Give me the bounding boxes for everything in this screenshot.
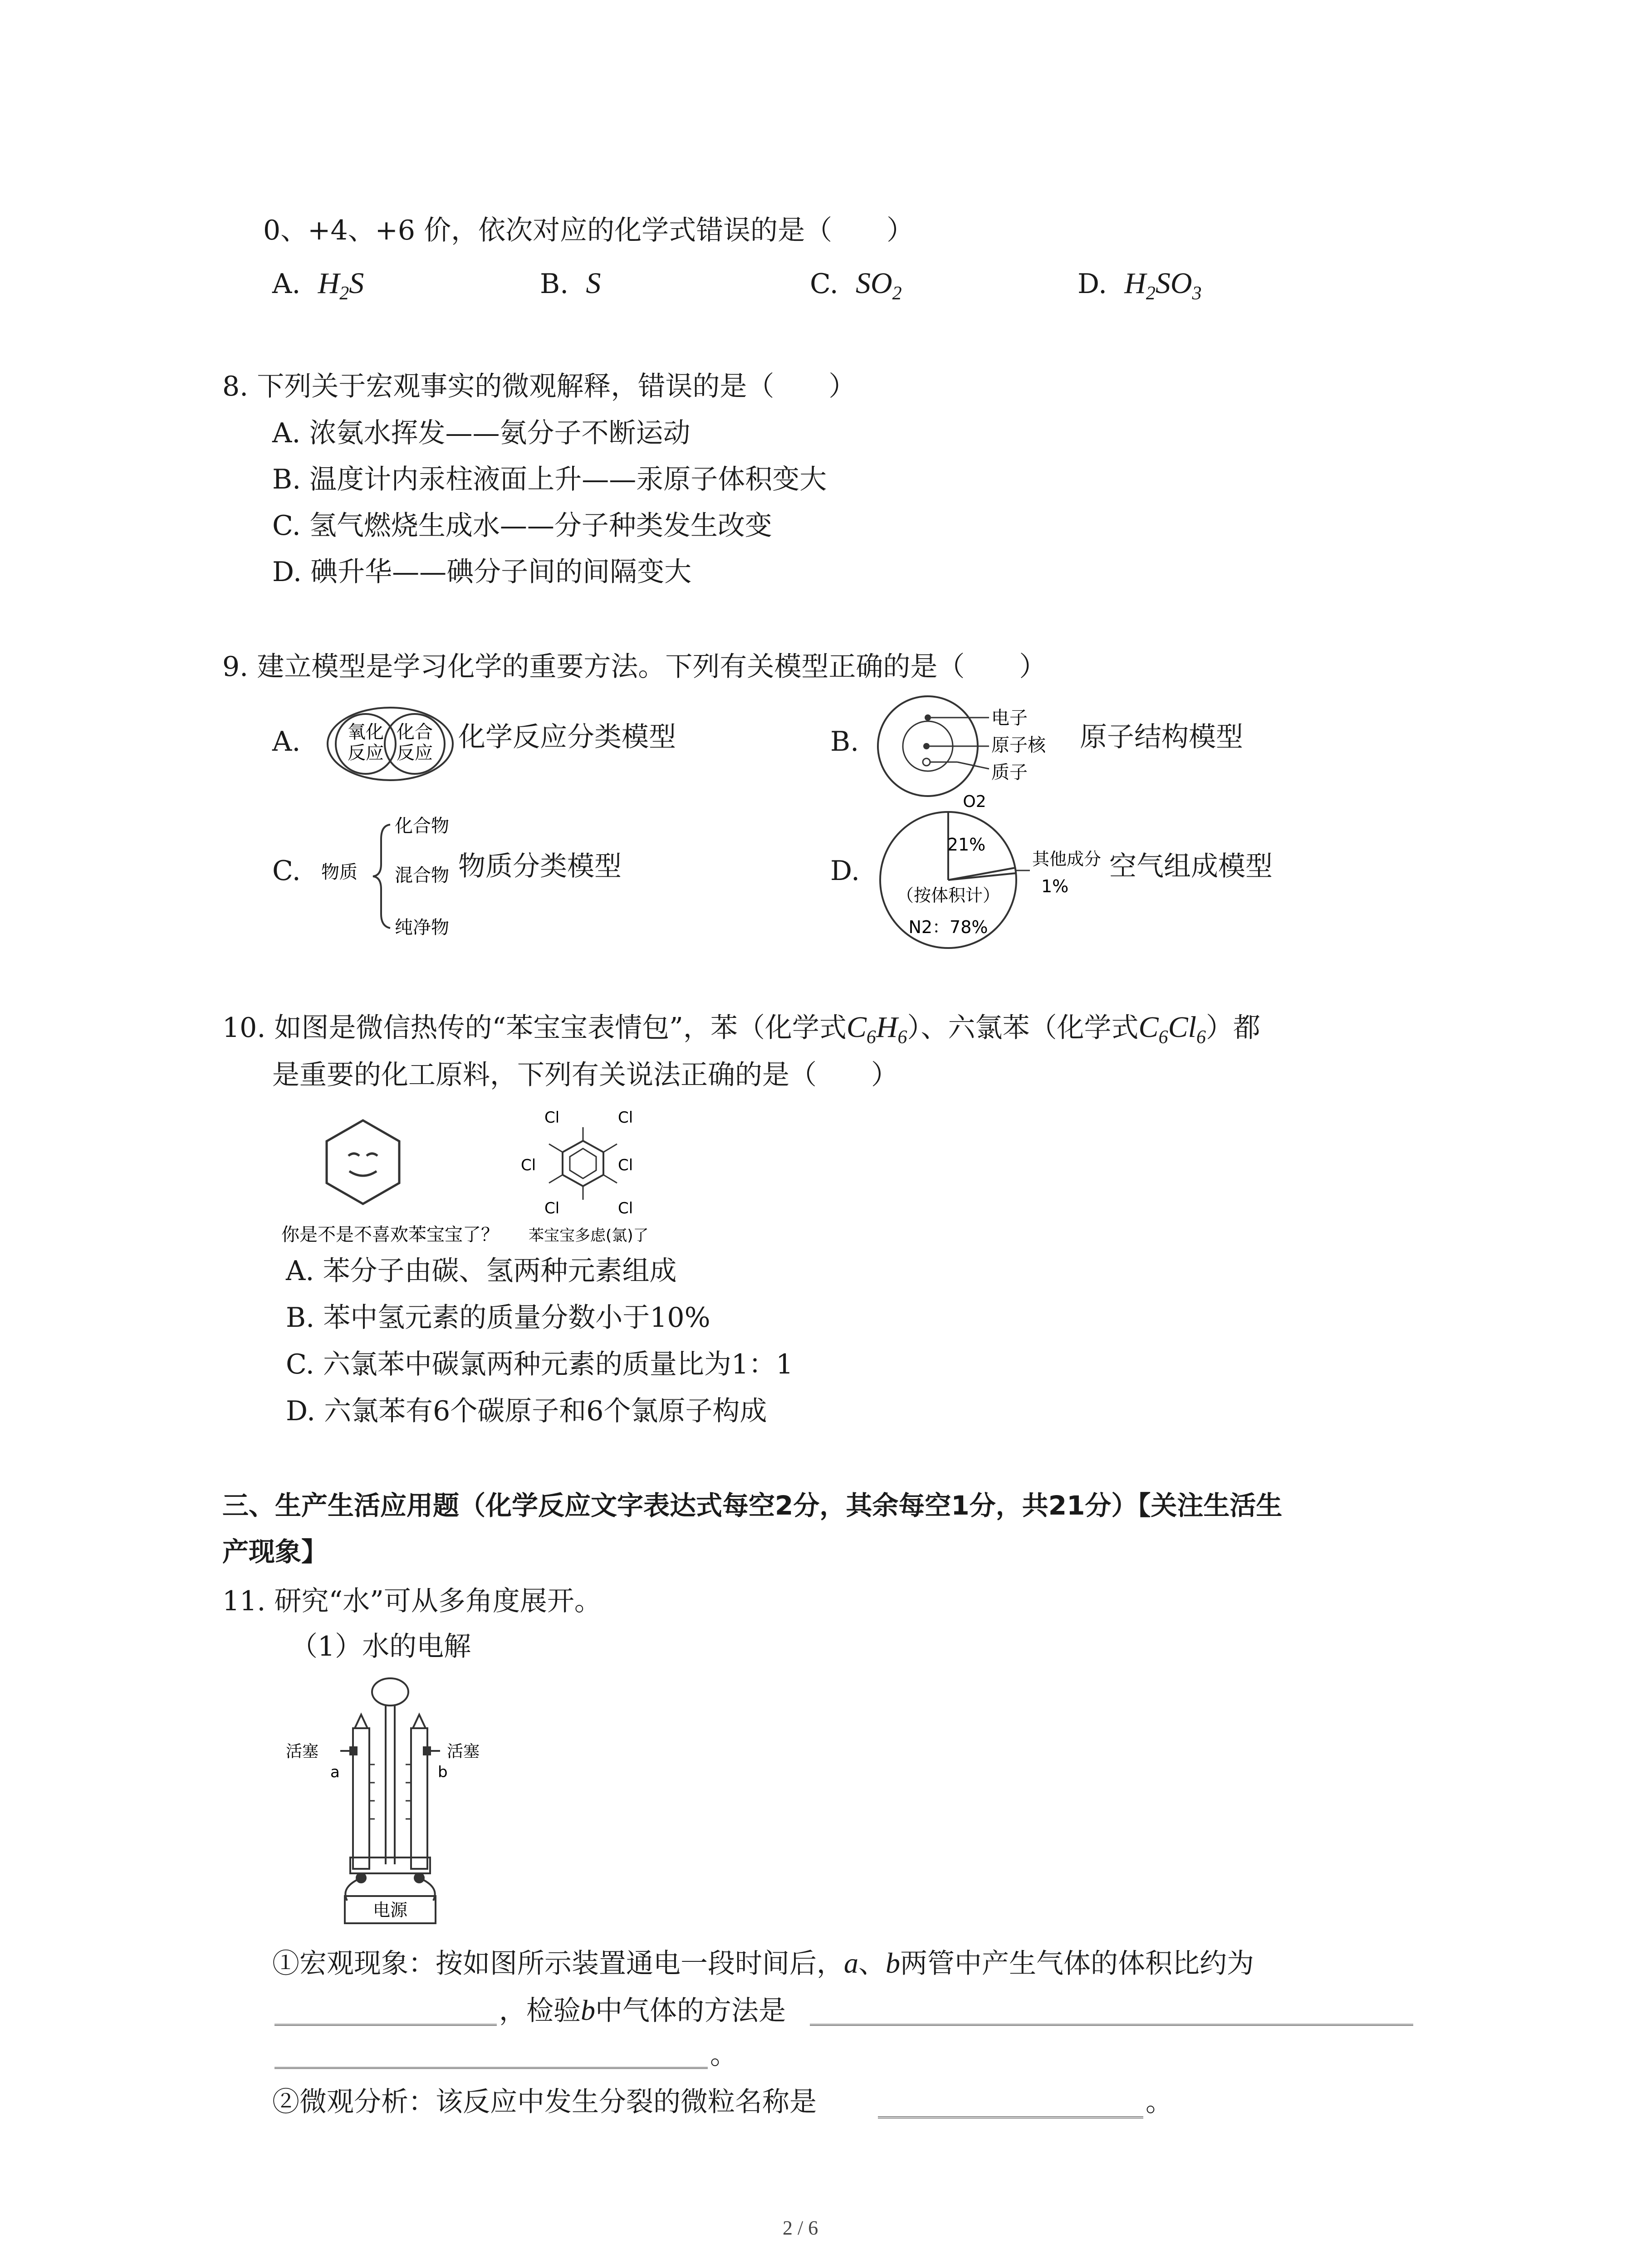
combination-label-1: 化合 [397, 722, 433, 743]
q11-sub1-line2: ，检验b中气体的方法是 [499, 1994, 786, 2027]
formula-h2s: $H_2S$ [318, 267, 364, 304]
n2-label: N2：78% [908, 917, 988, 937]
q8-option-b: B. 温度计内汞柱液面上升——汞原子体积变大 [272, 464, 827, 495]
q7-option-a: A. $H_2S$ [272, 267, 364, 304]
cl-label-4: Cl [618, 1156, 633, 1174]
other-percent-label: 1% [1041, 876, 1069, 896]
reaction-classification-diagram [322, 705, 458, 782]
q10-line1: 10. 如图是微信热传的“苯宝宝表情包”，苯（化学式$C_6H_6$）、六氯苯（化学式$C_6Cl_6$）都 [222, 1011, 1260, 1048]
q9-d-caption: 空气组成模型 [1109, 850, 1273, 882]
nucleus-label: 原子核 [991, 735, 1046, 756]
q10-option-b: B. 苯中氢元素的质量分数小于10% [286, 1302, 710, 1334]
benzene-meme-image [281, 1102, 649, 1252]
answer-blank-test-method[interactable] [810, 2024, 1413, 2026]
answer-blank-volume-ratio[interactable] [274, 2024, 497, 2026]
answer-blank-particle-name[interactable] [878, 2116, 1143, 2118]
q9-a-letter: A. [272, 726, 301, 758]
q11-sub2-period: 。 [1146, 2086, 1173, 2118]
q7-option-c: C. $SO_2$ [810, 267, 902, 304]
formula-c6h6: $C_6H_6$ [846, 1011, 907, 1048]
proton-label: 质子 [991, 762, 1028, 783]
other-components-label: 其他成分 [1032, 849, 1102, 869]
oxidation-label-2: 反应 [348, 743, 384, 763]
valve-left-label: 活塞 [286, 1742, 319, 1761]
q11-sub1-period: 。 [710, 2039, 737, 2071]
by-volume-label: （按体积计） [896, 885, 1000, 905]
q8-option-a: A. 浓氨水挥发——氨分子不断运动 [272, 417, 691, 449]
power-supply-label: 电源 [372, 1900, 408, 1920]
matter-root-label: 物质 [321, 862, 358, 883]
q10-line2: 是重要的化工原料，下列有关说法正确的是（ ） [272, 1059, 898, 1091]
mixture-label: 混合物 [395, 865, 449, 886]
q9-b-caption: 原子结构模型 [1080, 721, 1243, 753]
formula-h2so3: $H_2SO_3$ [1124, 267, 1202, 304]
atom-structure-diagram [876, 694, 1102, 798]
section3-heading-line2: 产现象】 [222, 1536, 328, 1567]
cl-label-5: Cl [544, 1199, 560, 1217]
water-electrolysis-apparatus [272, 1674, 508, 1928]
q9-c-letter: C. [272, 855, 301, 887]
oxidation-label-1: 氧化 [348, 722, 384, 743]
meme-caption-2: 苯宝宝多虑(氯)了 [529, 1227, 649, 1245]
q10-option-d: D. 六氯苯有6个碳原子和6个氯原子构成 [286, 1395, 767, 1427]
q8-option-d: D. 碘升华——碘分子间的间隔变大 [272, 556, 692, 588]
cl-label-1: Cl [544, 1109, 560, 1127]
matter-classification-diagram [318, 812, 463, 943]
valve-right-label: 活塞 [447, 1742, 480, 1761]
q7-stem: 0、+4、+6 价，依次对应的化学式错误的是（ ） [263, 215, 914, 246]
section3-heading-line1: 三、生产生活应用题（化学反应文字表达式每空2分，其余每空1分，共21分）【关注生活生 [222, 1490, 1283, 1521]
q11-stem: 11. 研究“水”可从多角度展开。 [222, 1585, 602, 1617]
o2-percent-label: 21% [947, 835, 986, 855]
cl-label-2: Cl [618, 1109, 633, 1127]
q9-a-caption: 化学反应分类模型 [458, 721, 676, 753]
q11-sub1-line1: ①宏观现象：按如图所示装置通电一段时间后，a、b两管中产生气体的体积比约为 [272, 1947, 1254, 1980]
compound-label: 化合物 [395, 816, 449, 836]
pure-substance-label: 纯净物 [395, 917, 449, 938]
cl-label-3: Cl [521, 1156, 536, 1174]
meme-caption-1: 你是不是不喜欢苯宝宝了？ [281, 1224, 499, 1245]
q8-option-c: C. 氢气燃烧生成水——分子种类发生改变 [272, 510, 772, 542]
q9-stem: 9. 建立模型是学习化学的重要方法。下列有关模型正确的是（ ） [222, 651, 1047, 683]
formula-c6cl6: $C_6Cl_6$ [1138, 1011, 1206, 1048]
q10-option-a: A. 苯分子由碳、氢两种元素组成 [286, 1255, 677, 1287]
cl-label-6: Cl [618, 1199, 633, 1217]
tube-b-label: b [438, 1763, 448, 1781]
o2-label: O2 [963, 792, 986, 811]
air-composition-pie-chart [880, 792, 1116, 950]
q7-option-d: D. $H_2SO_3$ [1078, 267, 1202, 304]
q7-option-b: B. S [540, 267, 601, 300]
answer-blank-test-method-cont[interactable] [274, 2067, 708, 2069]
q9-b-letter: B. [830, 726, 859, 758]
q10-option-c: C. 六氯苯中碳氯两种元素的质量比为1：1 [286, 1349, 794, 1380]
page-number: 2 / 6 [783, 2217, 818, 2239]
formula-so2: $SO_2$ [856, 267, 902, 304]
q9-c-caption: 物质分类模型 [458, 850, 622, 882]
electron-label: 电子 [991, 708, 1028, 728]
q11-part1: （1）水的电解 [290, 1631, 471, 1662]
q8-stem: 8. 下列关于宏观事实的微观解释，错误的是（ ） [222, 371, 856, 402]
q9-d-letter: D. [830, 855, 860, 887]
tube-a-label: a [330, 1763, 340, 1781]
q11-sub2: ②微观分析：该反应中发生分裂的微粒名称是 [272, 2086, 817, 2118]
combination-label-2: 反应 [397, 743, 433, 763]
